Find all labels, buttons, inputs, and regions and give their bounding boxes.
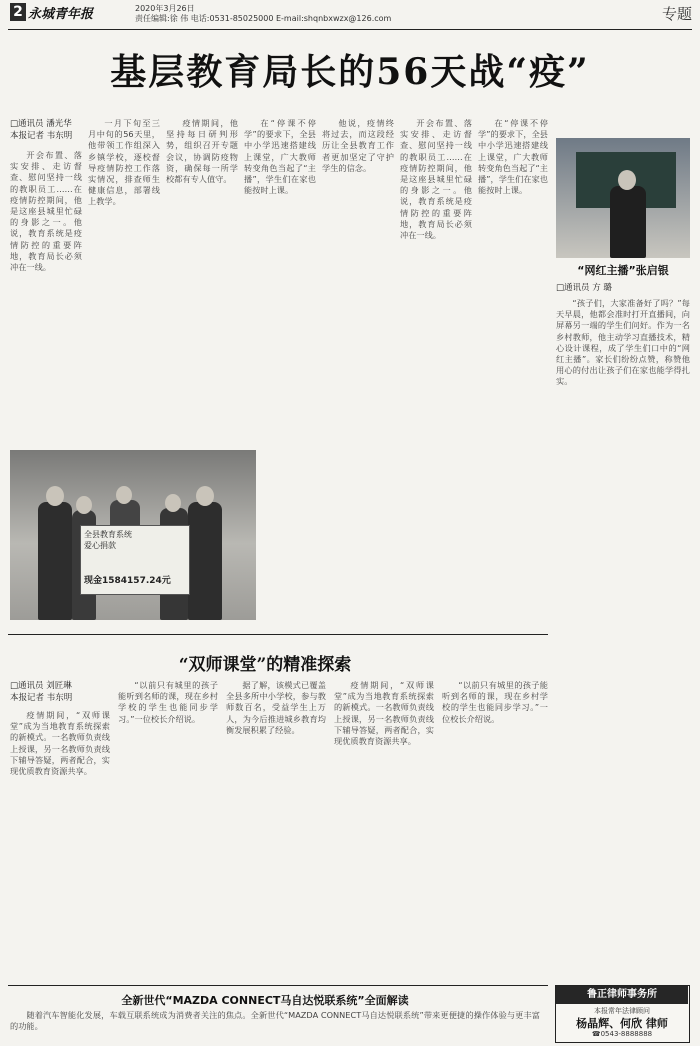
lead-column-4: 在“停课不停学”的要求下，全县中小学迅速搭建线上课堂，广大教师转变角色当起了“主播”，学生们在家也能按时上课。 — [244, 118, 316, 196]
editor-line: 责任编辑:徐 伟 电话:0531-85025000 E-mail:shqnbxwzx@126.com — [135, 14, 392, 23]
section-label: 专题 — [661, 5, 692, 23]
section2-column-2: “以前只有城里的孩子能听到名师的课，现在乡村学校的学生也能同步学习。”一位校长介绍说。 — [118, 680, 218, 724]
teacher-photo — [556, 138, 690, 258]
lead-column-3: 疫情期间，他坚持每日研判形势，组织召开专题会议，协调防疫物资，确保每一所学校都有专人值守。 — [166, 118, 238, 185]
lead-reporter: □通讯员 潘光华 — [10, 119, 72, 129]
section2-reporter: □通讯员 刘匠琳 — [10, 681, 72, 691]
ad-title: 鲁正律师事务所 — [556, 986, 688, 1004]
lead-column-2: 一月下旬至三月中旬的56天里，他带领工作组深入乡镇学校，逐校督导疫情防控工作落实情况，排查师生健康信息，部署线上教学。 — [88, 118, 160, 207]
lead-correspondent: 本报记者 韦东明 — [10, 131, 73, 141]
paper-name: 永城青年报 — [28, 7, 94, 22]
section2-column-4: 疫情期间，“双师课堂”成为当地教育系统探索的新模式。一名教师负责线上授课，另一名教师负责线下辅导答疑，两者配合，实现优质教育资源共享。 — [334, 680, 434, 747]
ad-telephone: ☎0543-8888888 — [591, 1030, 653, 1038]
page-number: 2 — [10, 3, 26, 21]
section-divider — [8, 634, 548, 635]
masthead-rule — [8, 29, 692, 30]
main-headline: 基层教育局长的56天战“疫” — [110, 51, 590, 93]
banner-amount: 现金1584157.24元 — [84, 576, 171, 586]
teacher-caption: “网红主播”张启银 — [577, 264, 669, 277]
section2-correspondent: 本报记者 韦东明 — [10, 693, 73, 703]
section2-byline — [10, 680, 80, 704]
bottom-divider — [8, 985, 548, 986]
section2-headline: “双师课堂”的精准探索 — [178, 655, 352, 675]
lead-column-6: 开会布置、落实安排、走访督查、慰问坚持一线的教职员工……在疫情防控期间，他是这座县城里忙碌的身影之一。他说，教育系统是疫情防控的重要阵地，教育局长必须冲在一线。 — [400, 118, 472, 241]
donation-banner — [80, 525, 190, 595]
ad-subtitle: 本报常年法律顾问 — [594, 1007, 650, 1015]
section2-column-1: 疫情期间，“双师课堂”成为当地教育系统探索的新模式。一名教师负责线上授课，另一名教师负责线下辅导答疑，两者配合，实现优质教育资源共享。 — [10, 710, 110, 777]
teacher-byline: □通讯员 方 璐 — [556, 283, 612, 293]
banner-line-1: 全县教育系统 — [84, 530, 132, 539]
masthead — [0, 0, 700, 30]
law-firm-ad — [555, 985, 690, 1043]
section2-column-3: 据了解，该模式已覆盖全县多所中小学校，参与教师数百名，受益学生上万人，为今后推进城乡教育均衡发展积累了经验。 — [226, 680, 326, 735]
lead-column-7: 在“停课不停学”的要求下，全县中小学迅速搭建线上课堂，广大教师转变角色当起了“主播”，学生们在家也能按时上课。 — [478, 118, 548, 196]
right-column-text: “孩子们，大家准备好了吗？”每天早晨，他都会准时打开直播间，向屏幕另一端的学生们问好。作为一名乡村教师，他主动学习直播技术，精心设计课程，成了学生们口中的“网红主播”。家长们纷纷点赞，称赞他用心的付出让孩子们在家也能学得扎实。 — [556, 298, 690, 387]
lead-column-1: 开会布置、落实安排、走访督查、慰问坚持一线的教职员工……在疫情防控期间，他是这座县城里忙碌的身影之一。他说，教育系统是疫情防控的重要阵地，教育局长必须冲在一线。 — [10, 150, 82, 273]
lead-byline — [10, 118, 80, 142]
ad-names: 杨晶辉、何欣 律师 — [576, 1017, 668, 1030]
section2-column-5: “以前只有城里的孩子能听到名师的课，现在乡村学校的学生也能同步学习。”一位校长介绍说。 — [442, 680, 548, 724]
masthead-info — [135, 4, 395, 24]
date-line: 2020年3月26日 — [135, 4, 195, 13]
section3-text: 随着汽车智能化发展，车载互联系统成为消费者关注的焦点。全新世代“MAZDA CONNECT马自达悦联系统”带来更便捷的操作体验与更丰富的功能。 — [10, 1010, 540, 1032]
lead-column-5: 他说，疫情终将过去，而这段经历让全县教育工作者更加坚定了守护学生的信念。 — [322, 118, 394, 173]
section3-headline: 全新世代“MAZDA CONNECT马自达悦联系统”全面解读 — [121, 994, 409, 1007]
banner-line-2: 爱心捐款 — [84, 541, 116, 550]
